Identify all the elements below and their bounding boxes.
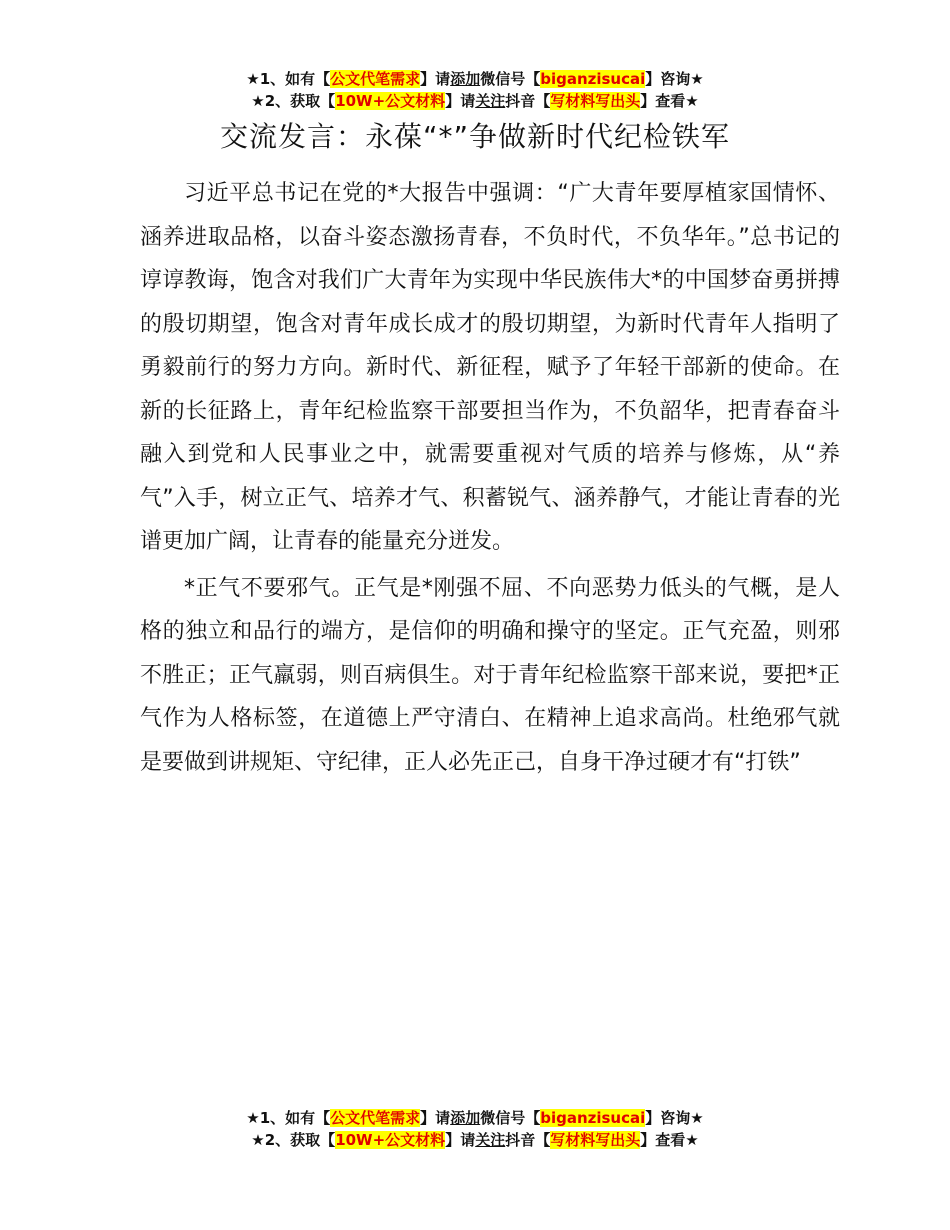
banner-underline: 添加 [450, 70, 481, 88]
banner-text: 】咨询★ [645, 1109, 704, 1127]
banner-line-1 [0, 68, 950, 90]
banner-text: 】咨询★ [645, 70, 704, 88]
banner-text: ★2、获取【 [251, 1131, 336, 1149]
banner-line-2 [0, 90, 950, 112]
banner-text: 】请 [420, 1109, 451, 1127]
banner-text: 微信号【 [480, 70, 541, 88]
banner-line-1 [0, 1107, 950, 1129]
banner-text: 】请 [445, 1131, 476, 1149]
banner-highlight: 公文代笔需求 [330, 1109, 421, 1127]
paragraph: 习近平总书记在党的*大报告中强调：“广大青年要厚植家国情怀、涵养进取品格，以奋斗姿态激扬青春，不负时代，不负华年。”总书记的谆谆教诲，饱含对我们广大青年为实现中华民族伟大*的中国梦奋勇拼搏的殷切期望，饱含对青年成长成才的殷切期望，为新时代青年人指明了勇毅前行的努力方向。新时代、新征程，赋予了年轻干部新的使命。在新的长征路上，青年纪检监察干部要担当作为，不负韶华，把青春奋斗融入到党和人民事业之中，就需要重视对气质的培养与修炼，从“养气”入手，树立正气、培养才气、积蓄锐气、涵养静气，才能让青春的光谱更加广阔，让青春的能量充分迸发。 [140, 181, 840, 554]
banner-text: 】请 [445, 92, 476, 110]
banner-text: 】请 [420, 70, 451, 88]
banner-text: 微信号【 [480, 1109, 541, 1127]
paragraph: *正气不要邪气。正气是*刚强不屈、不向恶势力低头的气概，是人格的独立和品行的端方，是信仰的明确和操守的坚定。正气充盈，则邪不胜正；正气羸弱，则百病俱生。对于青年纪检监察干部来说，要把*正气作为人格标签，在道德上严守清白、在精神上追求高尚。杜绝邪气就是要做到讲规矩、守纪律，正人必先正己，自身干净过硬才有“打铁” [140, 575, 840, 775]
banner-underline: 关注 [475, 92, 506, 110]
document-body [140, 172, 840, 787]
banner-highlight: 10W+公文材料 [335, 1131, 446, 1149]
banner-highlight: 公文代笔需求 [330, 70, 421, 88]
banner-underline: 添加 [450, 1109, 481, 1127]
top-banner [0, 68, 950, 112]
banner-text: ★1、如有【 [246, 1109, 331, 1127]
banner-highlight: 10W+公文材料 [335, 92, 446, 110]
banner-text: ★1、如有【 [246, 70, 331, 88]
banner-underline: 关注 [475, 1131, 506, 1149]
banner-text: 抖音【 [505, 92, 551, 110]
document-title: 交流发言：永葆“*”争做新时代纪检铁军 [219, 120, 730, 153]
banner-douyin-id: 写材料写出头 [550, 92, 641, 110]
bottom-banner [0, 1107, 950, 1151]
banner-text: 】查看★ [640, 1131, 699, 1149]
banner-text: ★2、获取【 [251, 92, 336, 110]
banner-wechat-id: biganzisucai [540, 1109, 646, 1127]
banner-line-2 [0, 1129, 950, 1151]
banner-text: 】查看★ [640, 92, 699, 110]
banner-wechat-id: biganzisucai [540, 70, 646, 88]
banner-douyin-id: 写材料写出头 [550, 1131, 641, 1149]
banner-text: 抖音【 [505, 1131, 551, 1149]
